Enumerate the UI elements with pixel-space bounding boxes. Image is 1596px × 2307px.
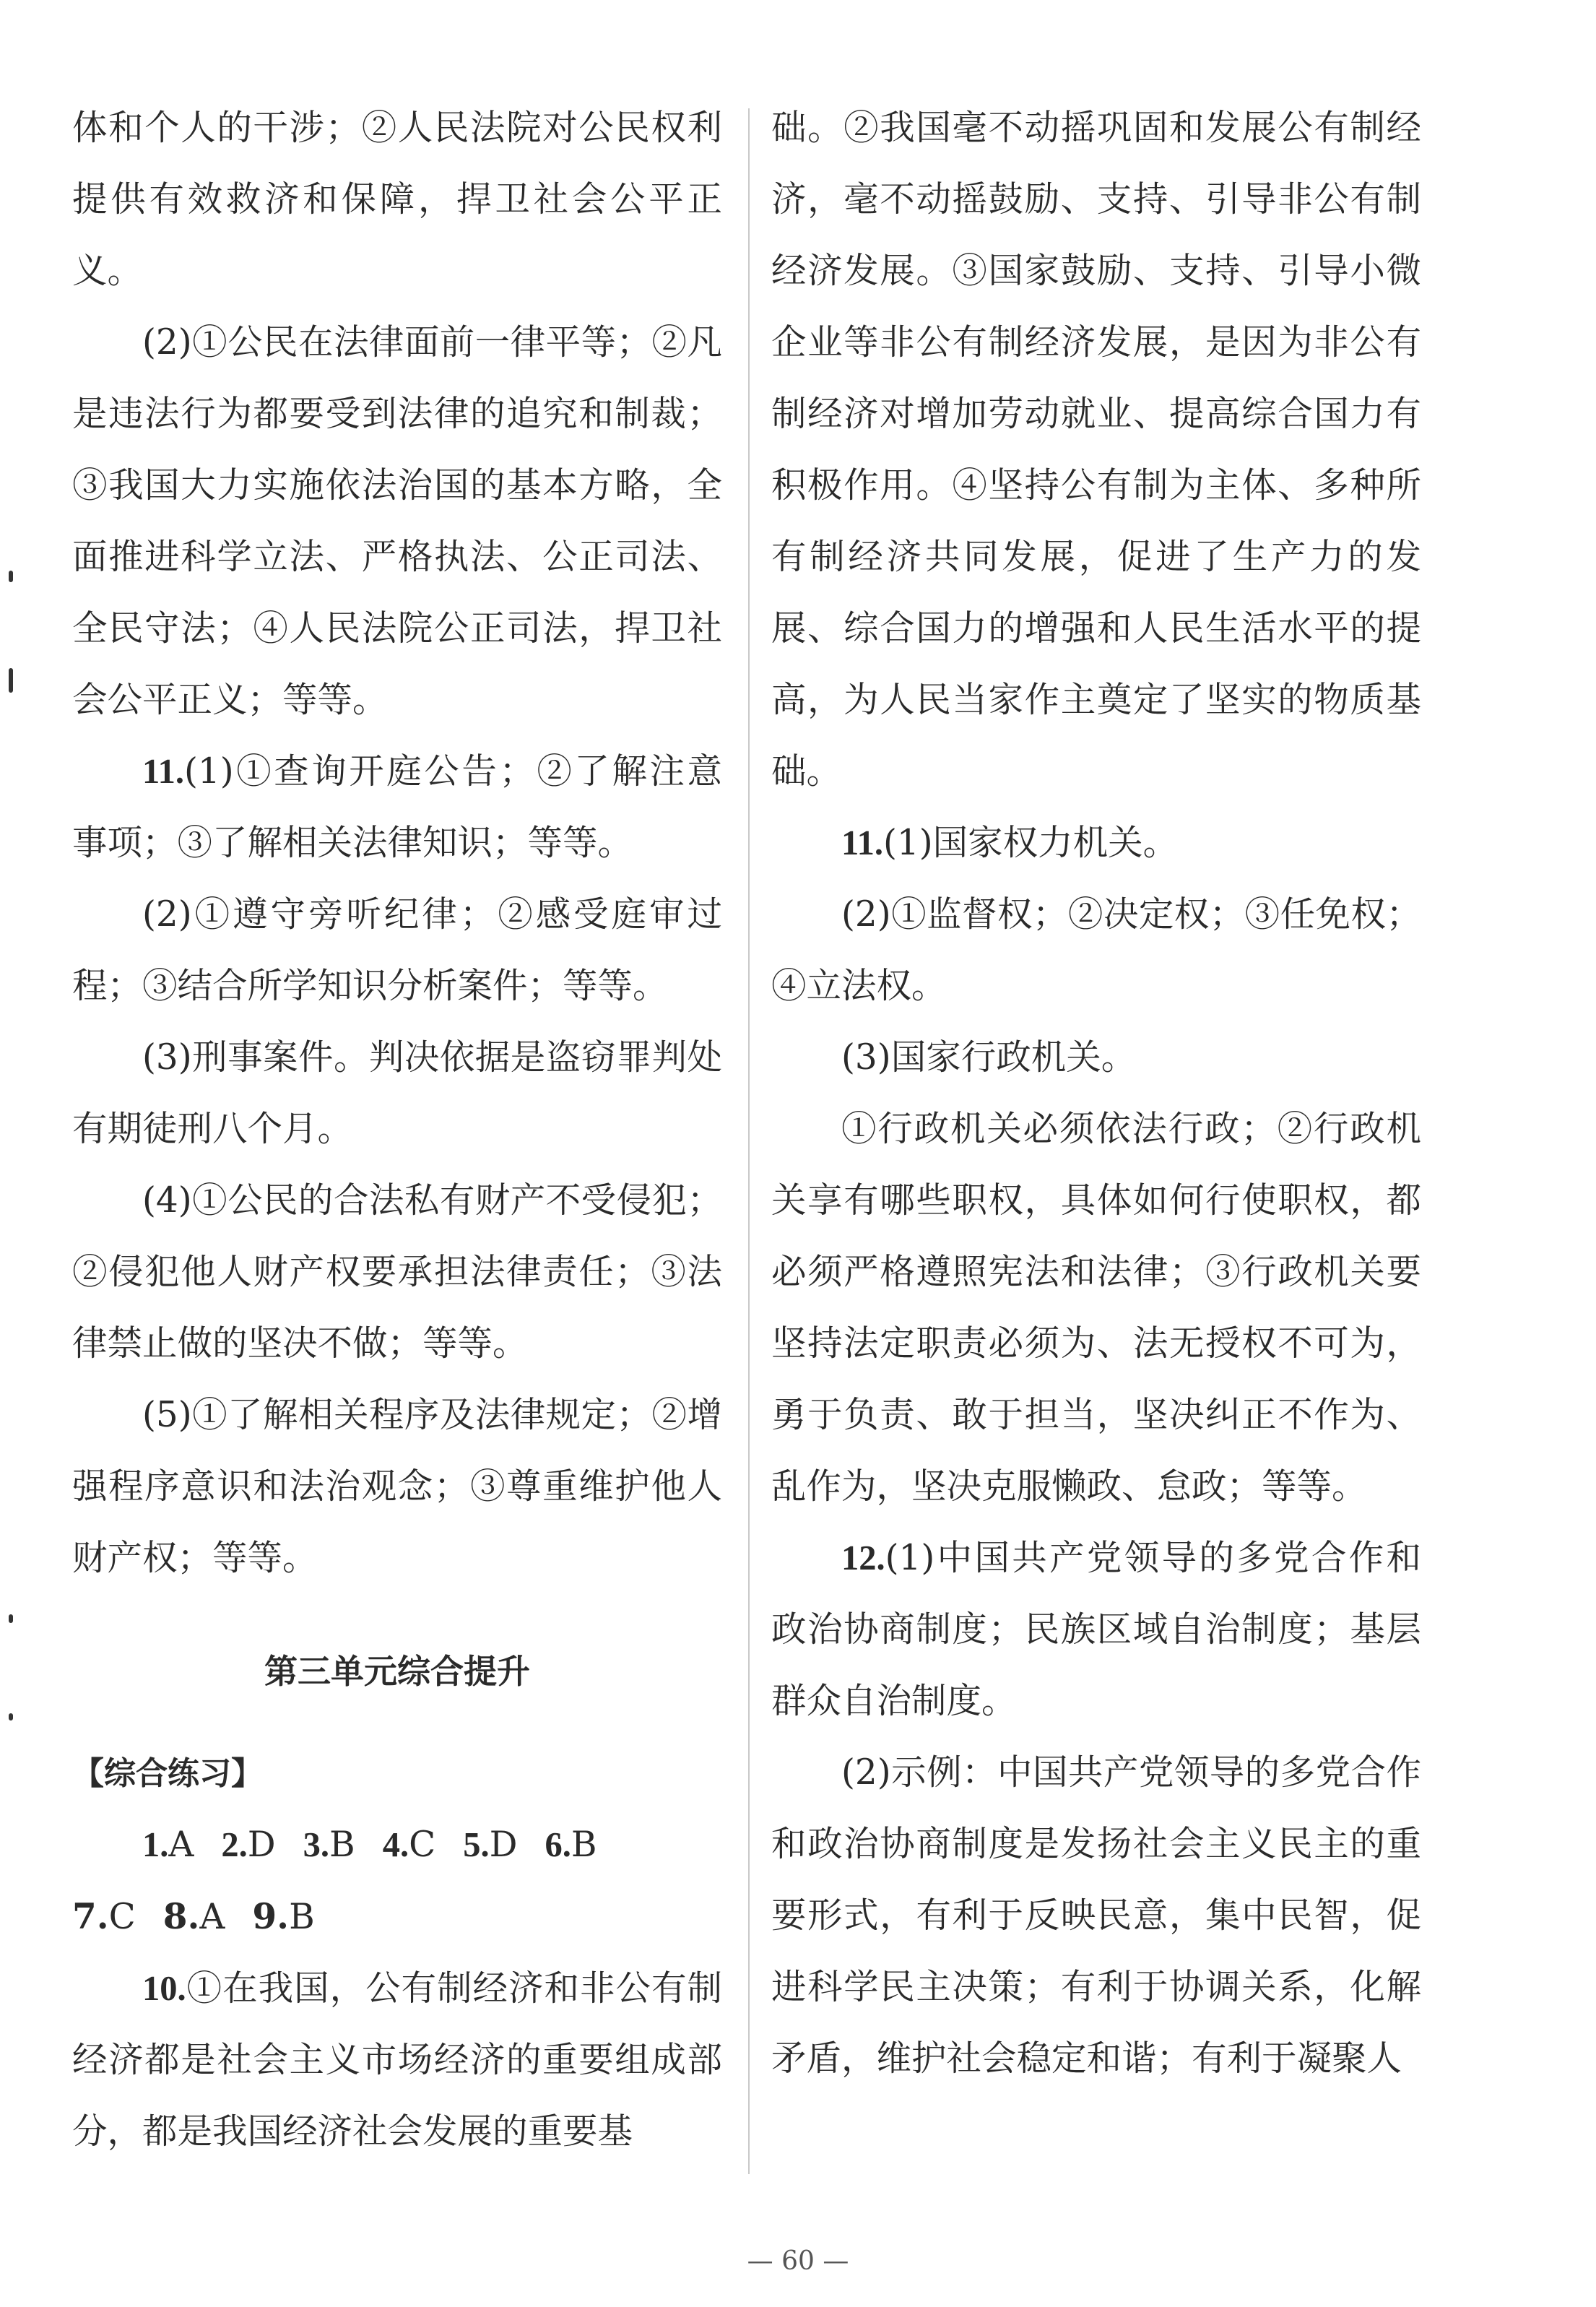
- answer-item: 4.C: [382, 1825, 436, 1865]
- answer-item: 9.B: [252, 1896, 315, 1937]
- section-title: 第三单元综合提升: [264, 1652, 530, 1691]
- question-10: 10.①在我国，公有制经济和非公有制经济都是社会主义市场经济的重要组成部分，都是我国经济社会发展的重要基: [72, 1968, 722, 2152]
- question-11-part-3-detail: ①行政机关必须依法行政；②行政机关享有哪些职权，具体如何行使职权，都必须严格遵照宪法和法律；③行政机关要坚持法定职责必须为、法无授权不可为，勇于负责、敢于担当，坚决纠正不作为、乱作为，坚决克服懒政、怠政；等等。: [771, 1109, 1421, 1507]
- left-column: [72, 92, 722, 2168]
- left-paragraph-continuation: 体和个人的干涉；②人民法院对公民权利提供有效救济和保障，捍卫社会公平正义。: [72, 108, 722, 291]
- question-number: 11.: [841, 824, 883, 862]
- answers-row-1: [72, 1809, 722, 1881]
- answer-item: 3.B: [303, 1825, 355, 1865]
- right-paragraph-continuation: 础。②我国毫不动摇巩固和发展公有制经济，毫不动摇鼓励、支持、引导非公有制经济发展。③国家鼓励、支持、引导小微企业等非公有制经济发展，是因为非公有制经济对增加劳动就业、提高综合国力有积极作用。④坚持公有制为主体、多种所有制经济共同发展，促进了生产力的发展、综合国力的增强和人民生活水平的提高，为人民当家作主奠定了坚实的物质基础。: [771, 108, 1421, 792]
- column-divider: [748, 108, 750, 2174]
- answer-item: 1.A: [142, 1825, 194, 1865]
- question-12-part-2: (2)示例：中国共产党领导的多党合作和政治协商制度是发扬社会主义民主的重要形式，有利于反映民意，集中民智，促进科学民主决策；有利于协调关系，化解矛盾，维护社会稳定和谐；有利于凝聚人: [771, 1752, 1421, 2079]
- margin-mark: [9, 571, 13, 582]
- answer-item: 5.D: [463, 1825, 518, 1865]
- question-number: 12.: [841, 1539, 885, 1577]
- answer-item: 6.B: [545, 1825, 597, 1865]
- question-number: 10.: [142, 1970, 186, 2008]
- question-11-part-5: (5)①了解相关程序及法律规定；②增强程序意识和法治观念；③尊重维护他人财产权；等等。: [72, 1395, 722, 1578]
- question-11-part-3: (3)国家行政机关。: [841, 1037, 1137, 1078]
- question-12-part-1: 12.(1)中国共产党领导的多党合作和政治协商制度；民族区域自治制度；基层群众自治制度。: [771, 1538, 1421, 1721]
- margin-mark: [9, 1614, 13, 1623]
- answer-item: 2.D: [221, 1825, 276, 1865]
- left-paragraph-2: (2)①公民在法律面前一律平等；②凡是违法行为都要受到法律的追究和制裁；③我国大力实施依法治国的基本方略，全面推进科学立法、严格执法、公正司法、全民守法；④人民法院公正司法，捍卫社会公平正义；等等。: [72, 322, 722, 720]
- question-11-part-1: 11.(1)国家权力机关。: [841, 823, 1179, 863]
- question-11-part-4: (4)①公民的合法私有财产不受侵犯；②侵犯他人财产权要承担法律责任；③法律禁止做的坚决不做；等等。: [72, 1180, 722, 1364]
- page-number: — 60 —: [747, 2246, 849, 2276]
- answers-row-2: [72, 1881, 722, 1953]
- question-11-part-2: (2)①监督权；②决定权；③任免权；④立法权。: [771, 894, 1421, 1006]
- margin-mark: [9, 668, 13, 693]
- answer-item: 7.C: [72, 1896, 136, 1937]
- question-11-part-3: (3)刑事案件。判决依据是盗窃罪判处有期徒刑八个月。: [72, 1037, 722, 1149]
- margin-mark: [9, 1713, 13, 1720]
- question-11-part-2: (2)①遵守旁听纪律；②感受庭审过程；③结合所学知识分析案件；等等。: [72, 894, 722, 1006]
- question-11-part-1: 11.(1)①查询开庭公告；②了解注意事项；③了解相关法律知识；等等。: [72, 751, 722, 863]
- right-column: [771, 92, 1421, 2095]
- question-number: 11.: [142, 753, 184, 791]
- answer-item: 8.A: [162, 1896, 225, 1937]
- exercise-heading: 【综合练习】: [72, 1755, 263, 1792]
